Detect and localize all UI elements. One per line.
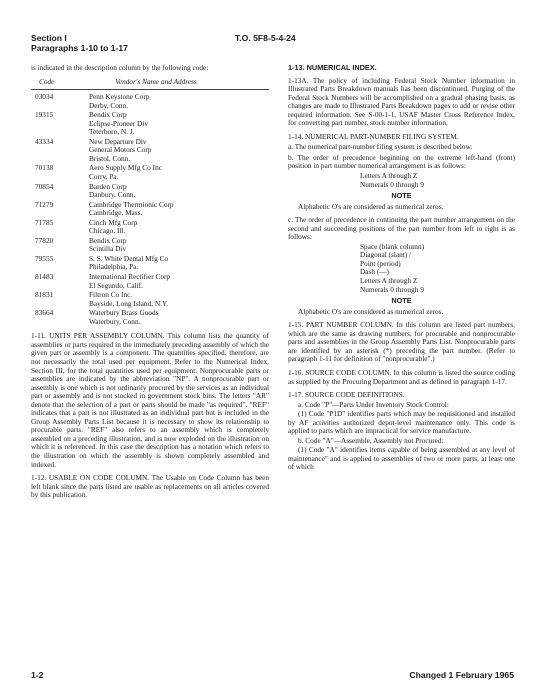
vendor-address: Bayside, Long Island, N.Y. xyxy=(89,298,169,308)
vendor-address: Eclipse-Pioneer Div xyxy=(89,118,148,128)
paragraph-1-11: 1-11. UNITS PER ASSEMBLY COLUMN. This column lists the quantity of assemblies or parts required in the immediately preceding assembly of which the given part or assembly is a component. The quantities specified, therefore, are not necessarily the total used per equipment. Refer to the Numerical Index, Section III, for the total quantities used per equipment. Nonprocurable parts or assemblies are indicated by the abbreviation "NP". A nonprocurable part or assembly is one which is not ordinarily procured by the services as an individual part or assembly and is not stocked in government stock bins. The letters "AR" denote that the selection of a part or parts should be made "as required". "REF" indicates that a part is not illustrated as an individual part but is included in the Group Assembly Parts List because it is necessary to show its relationship to procurable parts. "REF" also refers to an assembly which is completely assembled on a preceding illustration, and is now exploded on the illustration on which it is referenced. In this case the description has a notation which refers to the illustration on which the assembly is shown completely assembled and indexed. xyxy=(31,331,269,469)
list-item: Space (blank column) xyxy=(360,241,425,251)
table-row xyxy=(31,291,269,308)
list-item: Letters A through Z xyxy=(360,171,418,181)
vendor-name-address xyxy=(83,138,269,164)
list-item: Numerals 0 through 9 xyxy=(360,284,424,294)
vendor-address: Cambridge, Mass. xyxy=(89,208,143,218)
vendor-address: Waterbury, Conn. xyxy=(89,316,141,326)
vendor-name-address xyxy=(83,111,269,137)
note-text-2: Alphabetic O's are considered as numerical zeros. xyxy=(298,306,444,316)
column-header-vendor: Vendor's Name and Address xyxy=(115,76,197,86)
vendor-name: Bendix Corp xyxy=(89,110,127,120)
vendor-code: 77820 xyxy=(35,235,54,245)
vendor-name: Waterbury Brass Goods xyxy=(89,308,159,318)
vendor-name: Penn Keystone Corp xyxy=(89,92,150,102)
vendor-name: Bendix Corp xyxy=(89,235,127,245)
heading-1-17: 1-17. SOURCE CODE DEFINITIONS. xyxy=(288,390,405,400)
note-label-2: NOTE xyxy=(391,296,412,306)
paragraph-1-15: 1-15. PART NUMBER COLUMN. In this column are listed part numbers, which are the same as drawing numbers, for procurable and nonprocurable parts and assemblies in the Group Assembly Parts List. Nonprocurable parts are identified by an asterisk (*) preceding the part number. (Refer to paragraph 1-11 for definition of "nonprocurable".) xyxy=(288,320,515,364)
page-header-left xyxy=(31,33,128,53)
vendor-name-address xyxy=(83,309,269,326)
paragraph-1-17a-1: (1) Code "P1D" identifies parts which may be requisitioned and installed by AF activities authorized depot-level maintenance only. This code is applied to parts which are impractical for service manufacture. xyxy=(288,409,515,436)
vendor-rows xyxy=(31,93,269,326)
paragraph-1-13a: 1-13A. The policy of including Federal Stock Number information in Illustrated Parts Breakdown manuals has been discontinued. Purging of the Federal Stock Numbers will be accomplished on a gradual phasing basis, as changes are made to Illustrated Parts Breakdown pages to add or revise other required information. See S-00-1-1, USAF Master Cross Reference Index, for converting part number, stock number information. xyxy=(288,75,515,128)
column-header-code: Code xyxy=(39,76,55,86)
vendor-name-address xyxy=(83,273,269,290)
vendor-name: New Departure Div xyxy=(89,136,147,146)
paragraph-1-17a: a. Code "P"—Parts Under Inventory Stock Control: xyxy=(298,399,449,409)
table-row xyxy=(31,309,269,326)
vendor-name: Cinch Mfg Corp xyxy=(89,217,138,227)
vendor-name: S. S. White Dental Mfg Co xyxy=(89,253,169,263)
paragraph-1-16: 1-16. SOURCE CODE COLUMN. In this column is listed the source coding as supplied by the Procuring Department and as defined in paragraph 1-17. xyxy=(288,367,515,386)
paragraph-1-14b: b. The order of precedence beginning on the extreme left-hand (front) position in part number numerical arrangement is as follows: xyxy=(288,152,515,171)
vendor-name-address xyxy=(83,164,269,181)
paragraph-1-12: 1-12. USABLE ON CODE COLUMN. The Usable on Code Column has been left blank since the parts listed are usable as replacements on all articles covered by this publication. xyxy=(31,473,269,500)
table-row xyxy=(31,237,269,254)
precedence-list-1 xyxy=(288,172,515,189)
vendor-code: 70138 xyxy=(35,163,54,173)
vendor-address: Scintilla Div xyxy=(89,244,127,254)
vendor-code: 81831 xyxy=(35,290,54,300)
vendor-name-address xyxy=(83,93,269,110)
vendor-code: 03034 xyxy=(35,92,54,102)
table-row xyxy=(31,138,269,164)
vendor-address: Teterboro, N. J. xyxy=(89,127,135,137)
vendor-name-address xyxy=(83,291,269,308)
left-column xyxy=(31,64,269,505)
vendor-name-address xyxy=(83,219,269,236)
vendor-code: 71279 xyxy=(35,199,54,209)
vendor-code: 79555 xyxy=(35,253,54,263)
vendor-name-address xyxy=(83,255,269,272)
vendor-address: Philadelphia, Pa. xyxy=(89,262,139,272)
vendor-name: Cambridge Thermionic Corp xyxy=(89,199,174,209)
note-text: Alphabetic O's are considered as numerical zeros. xyxy=(298,201,444,211)
vendor-code: 71785 xyxy=(35,217,54,227)
list-item: Diagonal (slant) / xyxy=(360,250,412,260)
list-item: Letters A through Z xyxy=(360,276,418,286)
vendor-name: Filtron Co Inc. xyxy=(89,290,133,300)
intro-text: is indicated in the description column by the following code: xyxy=(31,63,209,72)
vendor-name-address xyxy=(83,201,269,218)
paragraph-1-17b-1: (1) Code "A" identifies items capable of being assembled at any level of maintenance" and is applied to assemblies of two or more parts, at least one of which xyxy=(288,445,515,472)
paragraph-1-17b: b. Code "A"—Assemble, Assembly not Procured: xyxy=(298,435,444,445)
change-date: Changed 1 February 1965 xyxy=(409,670,514,680)
heading-1-13: 1-13. NUMERICAL INDEX. xyxy=(288,63,377,72)
table-row xyxy=(31,164,269,181)
section-label: Section I xyxy=(31,33,67,43)
table-row xyxy=(31,111,269,137)
vendor-address: Bristol, Conn. xyxy=(89,153,131,163)
vendor-address: El Segundo, Calif. xyxy=(89,280,143,290)
vendor-code: 19315 xyxy=(35,110,54,120)
list-item: Numerals 0 through 9 xyxy=(360,179,424,189)
vendor-name-address xyxy=(83,237,269,254)
vendor-code: 81483 xyxy=(35,272,54,282)
paragraph-1-14a: a. The numerical part-number filing system is described below. xyxy=(288,142,473,152)
table-row xyxy=(31,93,269,110)
vendor-name: International Rectifier Corp xyxy=(89,272,171,282)
paragraph-range: Paragraphs 1-10 to 1-17 xyxy=(31,43,128,53)
vendor-address: Corry, Pa. xyxy=(89,172,119,182)
vendor-code: 43334 xyxy=(35,136,54,146)
list-item: Dash (—) xyxy=(360,267,389,277)
table-row xyxy=(31,219,269,236)
table-header xyxy=(31,78,269,91)
to-number: T.O. 5F8-5-4-24 xyxy=(235,33,296,43)
list-item: Point (period) xyxy=(360,258,401,268)
vendor-name-address xyxy=(83,183,269,200)
vendor-code-table xyxy=(31,78,269,327)
right-column xyxy=(288,64,515,477)
table-row xyxy=(31,183,269,200)
vendor-address: Danbury, Conn. xyxy=(89,190,136,200)
vendor-code: 70854 xyxy=(35,181,54,191)
table-row xyxy=(31,255,269,272)
paragraph-1-14c: c. The order of precedence in continuing the part number arrangement on the second and succeeding positions of the part number from left to right is as follows: xyxy=(288,215,515,242)
vendor-name: Aero Supply Mfg Co Inc xyxy=(89,163,162,173)
precedence-list-2 xyxy=(288,243,515,294)
note-label: NOTE xyxy=(391,191,412,201)
vendor-address: Chicago, Ill. xyxy=(89,226,126,236)
vendor-address: General Motors Corp xyxy=(89,145,152,155)
vendor-address: Derby, Conn. xyxy=(89,100,129,110)
vendor-name: Barden Corp xyxy=(89,181,127,191)
vendor-code: 83664 xyxy=(35,308,54,318)
table-row xyxy=(31,201,269,218)
page-number: 1-2 xyxy=(31,670,44,680)
heading-1-14: 1-14. NUMERICAL PART-NUMBER FILING SYSTEM. xyxy=(288,131,459,141)
table-row xyxy=(31,273,269,290)
